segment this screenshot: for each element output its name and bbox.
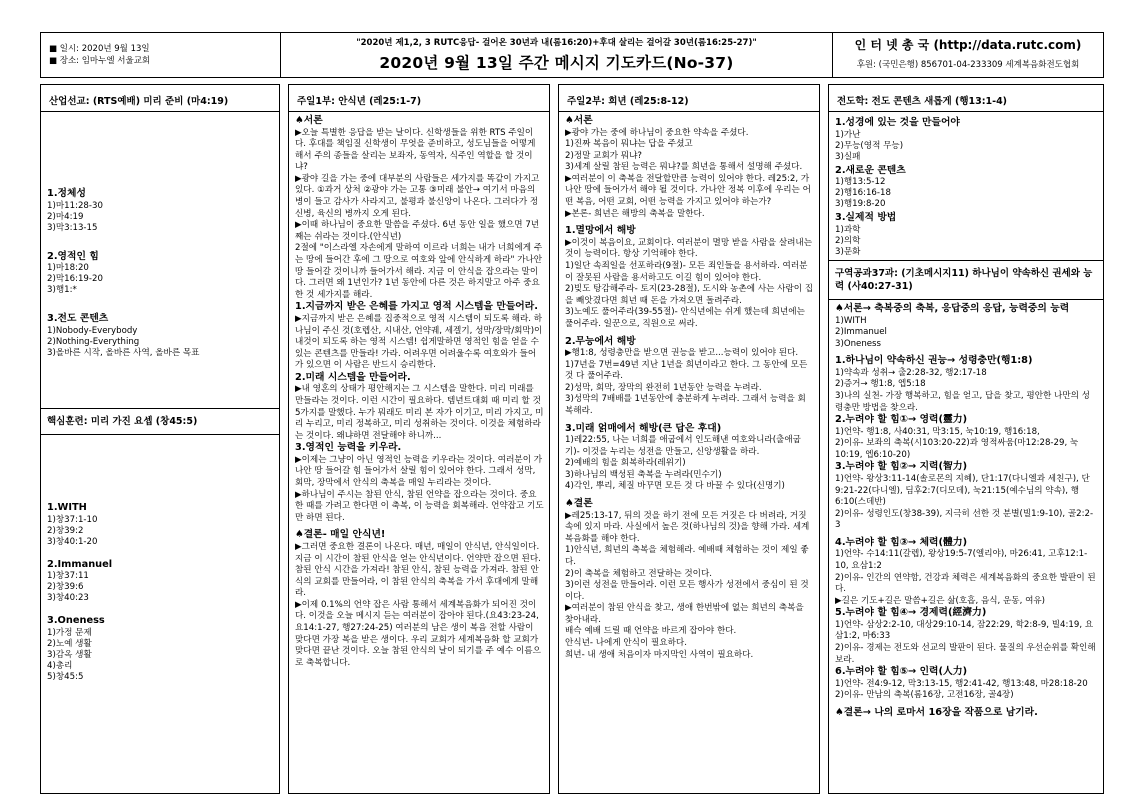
spacer: [47, 296, 274, 313]
paragraph: 3)이런 성전을 만들어라. 이런 모든 행사가 성전에서 중심이 된 것이다.: [565, 580, 809, 602]
paragraph: 1)언약- 삼상2:2-10, 대상29:10-14, 잠22:29, 학2:8-9, 빌4:19, 요삼1:2, 마6:33: [835, 619, 1094, 642]
paragraph: ▶이제는 그냥이 아닌 영적인 능력을 키우라는 것이다. 여러분이 가나안 땅 들어갈 힘 들어가서 살릴 힘이 있어야 한다. 그래서 성막, 회막, 장막에서 안식의 축복을 매일 누리라는 것이다.: [295, 454, 543, 489]
section-title: 4.누려야 할 힘③→ 체력(體力): [835, 536, 968, 548]
paragraph: ▶레25:13-17, 뒤의 것을 하기 전에 모든 거짓은 다 버려라, 거짓 속에 있지 마라. 사실에서 높은 것(하나님의 것)을 향해 가라. 세계복음화를 해야 한다.: [565, 510, 810, 544]
paragraph: 3)Oneness: [835, 338, 882, 349]
paragraph: 안식년- 나에게 안식이 필요하다.: [565, 638, 687, 649]
paragraph: 2)이 축복을 체험하고 전달하는 것이다.: [565, 568, 713, 579]
outline-item: 1)과학: [835, 224, 861, 235]
section-title: ♠결론→ 나의 로마서 16장을 작품으로 남기라.: [835, 706, 1038, 718]
outline-box: [829, 112, 1103, 261]
outline-item: 2)의학: [835, 235, 861, 246]
paragraph: 2)성막, 회막, 장막의 완전히 1년동안 능력을 누려라.: [565, 382, 762, 393]
paragraph: ▶행1:8, 성령충만을 받으면 권능을 받고...능력이 있어야 된다.: [565, 348, 799, 358]
outline-heading: 3.실제적 방법: [835, 212, 897, 223]
section-heading: 핵심훈련: 미리 가진 요셉 (창45:5): [41, 409, 279, 435]
paragraph: 2)이유- 성령인도(창38-39), 지극히 선한 것 분별(빌1:9-10), 골2:2-3: [835, 508, 1094, 531]
paragraph: 1)언약- 왕상3:11-14(솔로몬의 지혜), 단1:17(다니엘과 세친구), 단9:21-22(다니엘), 딤후2:7(디모데), 눅21:15(예수님의 약속), 행6:10(스데반): [835, 473, 1090, 508]
outline-item: 1)가정 문제: [47, 627, 92, 638]
paragraph: ▶하나님이 주시는 참된 안식, 참된 언약을 잡으라는 것이다. 중요한 때를 가려고 한다면 이 축복, 이 능력을 회복해라. 언약잡고 기도만 하면 된다.: [295, 489, 544, 523]
column-heading: 전도학: 전도 콘텐츠 새롭게 (행13:1-4): [829, 85, 1103, 112]
section-title: 3.누려야 할 힘②→ 지력(智力): [835, 461, 968, 473]
outline-heading: 3.전도 콘텐츠: [47, 313, 109, 324]
place-line: ■ 장소: 임마누엘 서울교회: [49, 56, 151, 66]
paragraph: 1)일단 속죄일을 선포하라(9절)- 모든 죄인들을 용서하라. 여러분이 잘못된 사람을 용서하고도 이길 힘이 있어야 한다.: [565, 260, 808, 283]
section-title: 5.누려야 할 힘④→ 경제력(經濟力): [835, 607, 987, 619]
paragraph: 2절에 "이스라엘 자손에게 말하여 이르라 너희는 내가 너희에게 주는 땅에 들어간 후에 그 땅으로 여호와 앞에 안식하게 하라" 가나안 땅 들어갈 것이니까 들어가서 해라. 지금 이 안식을 잡으라는 말이다. 그러면 왜 1년인가? 1년 동안에 다른 것은 하지말고 아주 중요한 것 세가지를 해라.: [295, 243, 543, 300]
sponsor-info: 후원: (국민은행) 856701-04-233309 세계복음화전도협회: [856, 60, 1080, 70]
outline-item: 3)실패: [835, 151, 861, 162]
paragraph: ▶그러면 중요한 결론이 나온다. 매년, 매일이 안식년, 안식일이다. 지금 이 시간이 참된 안식을 얻는 안식년이다. 언약만 잡으면 된다. 참된 안식 시간을 가져라! 참된 안식, 참된 능력을 가져라. 참된 안식의 교회를 만들어라, 이 참된 안식의 축복을 가서 후대에게 말해라.: [295, 541, 541, 599]
header-subtitle: "2020년 제1,2, 3 RUTC응답- 걸어온 30년과 내(롬16:20)+후대 살리는 걸어갈 30년(롬16:25-27)": [356, 38, 757, 48]
outline-item: 3)감옥 생활: [47, 649, 92, 660]
outline-item: 1)창37:1-10: [47, 514, 98, 525]
column-heading: 주일2부: 희년 (레25:8-12): [559, 85, 819, 112]
outline-item: 3)막3:13-15: [47, 222, 98, 233]
paragraph: 배슥 예배 드릴 때 언약을 바르게 잡아야 한다.: [565, 626, 737, 637]
outline-item: 2)마4:19: [47, 211, 84, 222]
paragraph: 희년- 내 생애 처음이자 마지막인 사역이 필요하다.: [565, 649, 754, 660]
paragraph: 1)안식년, 희년의 축복을 체험해라. 예배때 체험하는 것이 제일 좋다.: [565, 545, 809, 567]
column-industrial-mission: [40, 84, 280, 794]
outline-item: 1)마18:20: [47, 263, 89, 273]
outline-heading: 3.Oneness: [47, 615, 105, 626]
paragraph: ▶본론- 희년은 해방의 축복을 말한다.: [565, 208, 705, 219]
paragraph: ▶지금까지 받은 은혜를 집중적으로 영적 시스템이 되도록 해라. 하나님이 주신 것(호렙산, 시내산, 언약궤, 세겔기, 성막/장막/회막)이 내것이 되도록 하는 영적 시스템! 쉽게말하면 영적인 힘을 얻을 수 있는 콘텐츠를 만들라! 가라. 어려우면 어려울수록 여호와가 들어가 있으면 이 사람은 반드시 승리한다.: [295, 313, 543, 371]
outline-heading: 1.WITH: [47, 502, 87, 513]
paragraph: ▶광야 길을 가는 중에 대부분의 사람들은 세가지를 똑같이 가지고 있다. ①과거 상처 ②광야 가는 고통 ③미래 불안→ 여기서 마음의 병이 들고 감사가 사라지고, 불평과 불신앙이 나온다. 그러다가 정신병, 육신의 병까지 오게 된다.: [295, 173, 540, 219]
paragraph: ▶여러분이 참된 안식을 찾고, 생애 한번밖에 없는 희년의 축복을 찾아내라.: [565, 603, 804, 625]
paragraph: ▶길은 기도+길은 말씀+길은 삶(호흡, 음식, 운동, 여유): [835, 595, 1046, 606]
paragraph: 3)성막의 7배배를 1년동안에 충분하게 누려라. 그래서 능력을 회복해라.: [565, 394, 806, 416]
site-link[interactable]: 인 터 넷 총 국 (http://data.rutc.com): [854, 38, 1082, 52]
outline-item: 2)행16:16-18: [835, 188, 891, 198]
spacer: [47, 234, 274, 251]
header-contact: [833, 33, 1103, 77]
outline-item: 2)창39:2: [47, 525, 84, 536]
paragraph: 2)이유- 보좌의 축복(시103:20-22)과 영적싸움(마12:28-29, 눅10:19, 엡6:10-20): [835, 438, 1079, 460]
paragraph: ▶이것이 복음이요, 교회이다. 여러분이 멸망 받을 사람을 살려내는 것이 능력이다. 항상 기억해야 한다.: [565, 237, 813, 260]
paragraph: 2)정말 교회가 뭐냐?: [565, 150, 642, 161]
section-title: 2.누려야 할 힘①→ 영력(靈力): [835, 414, 968, 426]
paragraph: 1)언약- 행1:8, 사40:31, 막3:15, 눅10:19, 행16:18,: [835, 426, 1040, 437]
paragraph: 1)약속과 성취→ 출2:28-32, 행2:17-18: [835, 367, 987, 378]
header: [40, 32, 1104, 78]
paragraph: ▶이때 하나님이 중요한 말씀을 주셨다. 6년 동안 일을 했으면 7년째는 쉬라는 것이다.(안식년): [295, 220, 540, 242]
section-title: ♠서론: [295, 115, 323, 126]
outline-item: 4)총리: [47, 660, 73, 671]
outline-box: [41, 112, 279, 409]
outline-heading: 2.영적인 힘: [47, 250, 99, 262]
outline-item: 3)올바른 시작, 올바른 사역, 올바른 목표: [47, 347, 200, 358]
column-heading: 산업선교: (RTS예배) 미리 준비 (마4:19): [41, 85, 279, 112]
section-title: 3.미래 얽매에서 해방(큰 답은 후대): [565, 422, 722, 434]
paragraph: ▶오늘 특별한 응답을 받는 날이다. 신학생들을 위한 RTS 주일이다. 후대를 책임질 신학생이 무엇을 준비하고, 성도님들을 어떻게 해서 주의 종들을 살리는 보좌자, 동역자, 식주인 역할을 할 것이냐?: [295, 127, 536, 173]
section-title: ♠서론→ 축복중의 축복, 응답중의 응답, 능력중의 능력: [835, 303, 1070, 314]
outline-item: 3)행19:8-20: [835, 199, 886, 209]
paragraph: ▶광야 가는 중에 하나님이 중요한 약속을 주셨다.: [565, 127, 749, 138]
prayer-card: [40, 32, 1104, 794]
paragraph: 2)이유- 경제는 전도와 선교의 발판이 된다. 물질의 우선순위를 확인해보라.: [835, 643, 1096, 665]
outline-heading: 1.정체성: [47, 188, 86, 199]
outline-item: 1)마11:28-30: [47, 200, 103, 211]
outline-list: [41, 435, 279, 683]
header-info: [41, 33, 281, 77]
outline-item: 1)창37:11: [47, 571, 89, 581]
paragraph: 2)예배의 힘을 회복하라(레위기): [565, 458, 686, 469]
section-heading: 구역공과37과: (기초메시지11) 하나님이 약속하신 권세와 능력 (사40:27-31): [829, 261, 1103, 300]
paragraph: ▶여러분이 이 축복을 전달할만큼 능력이 있어야 한다. 레25:2, 가나안 땅에 들어가서 해야 될 것이다. 가나안 정복 이후에 우리는 어떤 복음, 어떤 교회, 어떤 능력을 가지고 있어야 하는가?: [565, 173, 811, 208]
outline-item: 3)문화: [835, 246, 861, 257]
paragraph: ▶내 영혼의 상태가 평안해지는 그 시스템을 말한다. 미리 미래를 만들라는 것이다. 이런 시간이 필요하다. 템년트대회 때 미리 할 것 5가지를 말했다. 누가 뭐래도 미리 본 자가 이기고, 미리 가지고, 미리 누리고, 미리 정복하고, 미리 성취하는 것이다. 이것을 체험하라는 것이다. 왜냐하면 전달해야 하니까...: [295, 384, 544, 441]
outline-item: 2)무능(영적 무능): [835, 140, 904, 151]
column-sunday-first: [288, 84, 550, 794]
header-title-block: [281, 33, 833, 77]
date-line: ■ 일시: 2020년 9월 13일: [49, 44, 150, 54]
outline-list: [829, 112, 1103, 258]
section-title: ♠결론: [565, 498, 593, 510]
column-evangelism: [828, 84, 1104, 794]
sermon-text: [289, 112, 549, 790]
outline-item: 2)Nothing-Everything: [47, 336, 140, 347]
spacer: [47, 604, 274, 615]
paragraph: 2)증거→ 행1:8, 엡5:18: [835, 379, 926, 390]
paragraph: 4)각인, 뿌리, 체질 바꾸면 모든 것 다 바꿀 수 있다(신명기): [565, 481, 785, 492]
section-title: 1.하나님이 약속하신 권능→ 성령충만(행1:8): [835, 355, 1033, 367]
outline-item: 1)Nobody-Everybody: [47, 325, 138, 336]
paragraph: 1)7년을 7번=49년 지난 1년을 희년이라고 한다. 그 동안에 모든 것 다 풀어주라.: [565, 359, 808, 382]
section-title: ♠서론: [565, 115, 593, 126]
column-heading: 주일1부: 안식년 (레25:1-7): [289, 85, 549, 112]
section-title: 1.지금까지 받은 은혜를 가지고 영적 시스템을 만들어라.: [295, 301, 538, 313]
outline-heading: 2.새로운 콘텐츠: [835, 164, 906, 176]
outline-item: 2)창39:6: [47, 582, 84, 592]
outline-item: 3)행1:*: [47, 285, 77, 295]
paragraph: 2)이유- 인간의 연약함, 건강과 체력은 세계복음화의 중요한 발판이 된다.: [835, 572, 1096, 595]
column-sunday-second: [558, 84, 820, 794]
section-title: 3.영적인 능력을 키우라.: [295, 442, 402, 454]
outline-item: 5)창45:5: [47, 671, 84, 682]
paragraph: 3)나의 실천- 가장 행복하고, 힘을 얻고, 답을 찾고, 평안한 나만의 성령충만 방법을 찾으라.: [835, 390, 1090, 413]
outline-item: 2)막16:19-20: [47, 274, 103, 284]
paragraph: 1)언약- 전4:9-12, 막3:13-15, 행2:41-42, 행13:48, 마28:18-20: [835, 678, 1088, 689]
outline-heading: 2.Immanuel: [47, 558, 113, 570]
paragraph: 2)이유- 만남의 축복(롬16장, 고전16장, 골4장): [835, 690, 1014, 701]
section-title: 1.멸망에서 해방: [565, 225, 636, 237]
section-title: ♠결론- 매일 안식년!: [295, 529, 386, 541]
paragraph: 3)세계 살릴 참된 능력은 뭐냐?를 희년을 통해서 설명해 주셨다.: [565, 162, 803, 173]
outline-list: [41, 112, 279, 359]
page-title: 2020년 9월 13일 주간 메시지 기도카드(No-37): [379, 54, 734, 72]
paragraph: ▶이제 0.1%의 언약 잡은 사람 통해서 세계복음화가 되어진 것이다. 이것을 오늘 메시지 듣는 여러분이 잡아야 된다.(요43:23-24, 요14:1-27, 행27:24-25) 여러분의 남은 생이 복음 전할 사람이 맞다면 가장 복을 받은 생이다. 우리 교회가 세계복음화 할 교회가 맞다면 끝난 것이다. 오늘 참된 안식의 날이 되기를 주 예수 이름으로 축복합니다.: [295, 599, 541, 668]
paragraph: 3)하나님의 백성된 축복을 누려라(민수기): [565, 469, 722, 480]
outline-heading: 1.성경에 있는 것을 만들어야: [835, 117, 960, 128]
section-title: 2.미래 시스템을 만들어라.: [295, 371, 411, 383]
sermon-text: [559, 112, 819, 790]
section-title: 2.무능에서 해방: [565, 335, 636, 347]
spacer: [47, 548, 274, 559]
outline-item: 3)창40:1-20: [47, 536, 98, 547]
paragraph: 2)Immanuel: [835, 327, 887, 338]
section-title: 6.누려야 할 힘⑤→ 인력(人力): [835, 666, 968, 678]
paragraph: 1)언약- 수14:11(갈렙), 왕상19:5-7(엘리야), 마26:41, 고후12:1-10, 요삼1:2: [835, 549, 1088, 571]
outline-item: 2)노예 생활: [47, 638, 92, 649]
paragraph: 3)노예도 풀어주라(39-55절)- 안식년에는 쉬게 했는데 희년에는 풀어주라. 일꾼으로, 직원으로 써라.: [565, 307, 805, 329]
paragraph: 1)레22:55, 나는 너희를 애굽에서 인도해낸 여호와니라(출애굽기)- 이것을 누리는 성전을 만들고, 신앙생활을 하라.: [565, 435, 801, 457]
lesson-text: [829, 300, 1103, 790]
paragraph: 1)진짜 복음이 뭐냐는 답을 주셨고: [565, 139, 693, 150]
outline-item: 3)창40:23: [47, 593, 89, 603]
paragraph: 1)WITH: [835, 315, 867, 326]
outline-item: 1)행13:5-12: [835, 177, 886, 187]
outline-item: 1)가난: [835, 129, 861, 140]
paragraph: 2)빚도 탕감해주라- 토지(23-28절), 도시와 농촌에 사는 사람이 집을 빼앗겼다면 희년 때 돈을 가져오면 돌려주라.: [565, 284, 814, 306]
